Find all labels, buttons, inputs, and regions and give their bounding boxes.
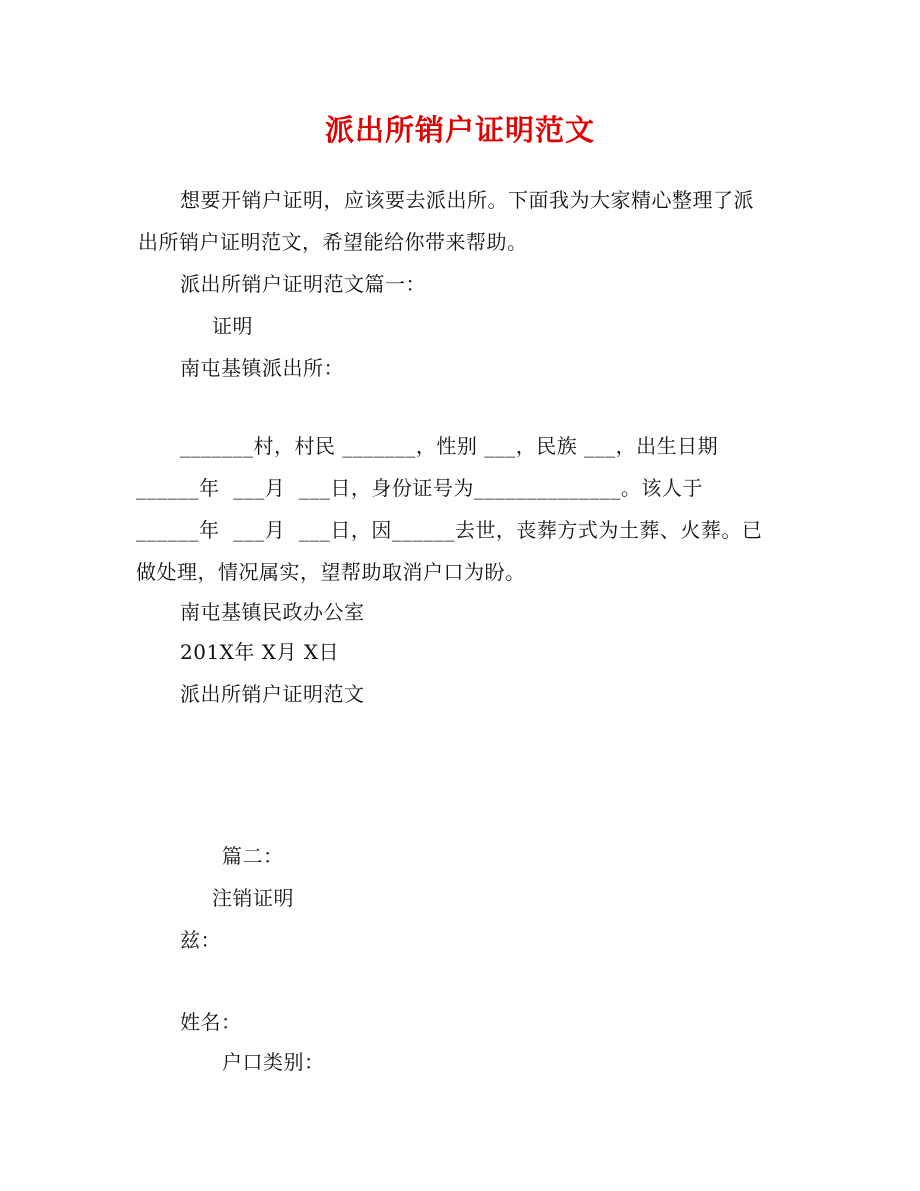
recipient-line: 南屯基镇派出所： xyxy=(180,356,344,380)
body-line-2: ______年 ___月 ___日，身份证号为______________。该人于 xyxy=(136,476,703,500)
intro-paragraph-line1: 想要开销户证明，应该要去派出所。下面我为大家精心整理了派 xyxy=(180,188,754,212)
name-label: 姓名： xyxy=(180,1010,242,1034)
body-line-4: 做处理，情况属实，望帮助取消户口为盼。 xyxy=(136,560,526,584)
hereby-line: 兹： xyxy=(180,928,221,952)
body-line-1: _______村，村民 _______，性别 ___，民族 ___，出生日期 xyxy=(180,434,719,458)
household-type-label: 户口类别： xyxy=(222,1050,325,1074)
section1-heading: 派出所销户证明范文篇一： xyxy=(180,272,426,296)
cancellation-title: 注销证明 xyxy=(212,886,294,910)
document-title: 派出所销户证明范文 xyxy=(324,113,595,147)
intro-paragraph-line2: 出所销户证明范文，希望能给你带来帮助。 xyxy=(138,230,528,254)
date-line: 201X年 X月 X日 xyxy=(180,640,340,664)
issuer-line: 南屯基镇民政办公室 xyxy=(180,600,365,624)
footer-title: 派出所销户证明范文 xyxy=(180,682,365,706)
body-line-3: ______年 ___月 ___日，因______去世，丧葬方式为土葬、火葬。已 xyxy=(136,518,763,542)
section2-heading: 篇二： xyxy=(222,844,284,868)
certificate-title: 证明 xyxy=(212,314,253,338)
